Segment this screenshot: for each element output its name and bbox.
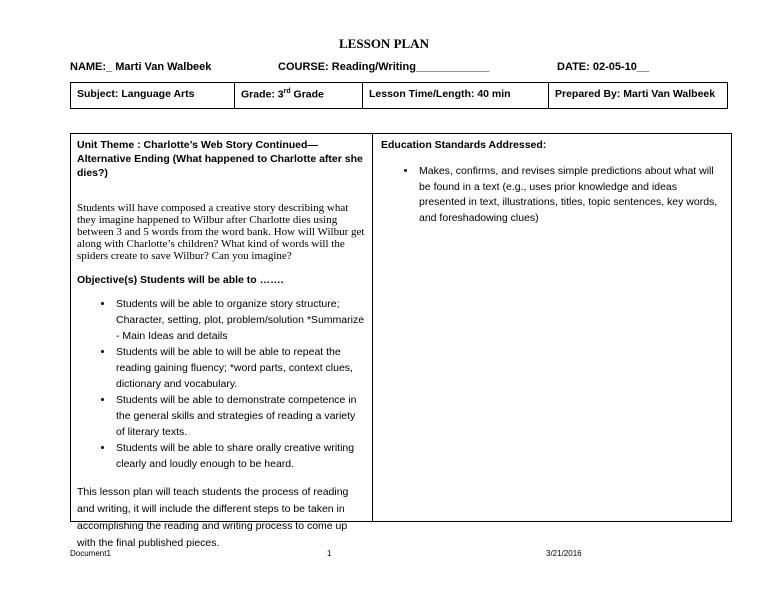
footer-date: 3/21/2016: [546, 549, 582, 558]
footer-page-number: 1: [327, 549, 332, 558]
closing-paragraph: This lesson plan will teach students the process of reading and writing, it will include the different steps to be taken in accomplishing the reading and writing process to come up with the final published pieces.: [77, 486, 349, 549]
info-row: [70, 82, 728, 109]
course-field: COURSE: Reading/Writing____________: [278, 61, 490, 73]
unit-theme: Unit Theme : Charlotte’s Web Story Continued—Alternative Ending (What happened to Charlotte after she dies?): [77, 139, 363, 179]
grade-suffix: Grade: [290, 88, 324, 101]
unit-description: Students will have composed a creative story describing what they imagine happened to Wilbur after Charlotte dies using between 3 and 5 words from the word bank. How will Wilbur get along with Charlotte’s children? What kind of words will the spiders create to save Wilbur? Can you imagine?: [77, 202, 365, 262]
lesson-time-cell: Lesson Time/Length: 40 min: [363, 83, 549, 108]
list-item: • Students will be able to demonstrate competence in the general skills and strategies of reading a variety of literary texts.: [114, 392, 366, 440]
objectives-heading: Objective(s) Students will be able to …….: [77, 274, 284, 286]
grade-superscript: rd: [283, 88, 291, 95]
list-item: • Students will be able to will be able to repeat the reading gaining fluency; *word parts, context clues, dictionary and vocabulary.: [114, 344, 366, 392]
list-item: • Makes, confirms, and revises simple predictions about what will be found in a text (e.g., uses prior knowledge and ideas presented in text, illustrations, titles, topic sentences, key words, and foreshadowing clues): [417, 164, 723, 226]
list-item: • Students will be able to share orally creative writing clearly and loudly enough to be heard.: [114, 440, 366, 472]
list-item: • Students will be able to organize story structure; Character, setting, plot, problem/solution *Summarize - Main Ideas and details: [114, 296, 366, 344]
date-field: DATE: 02-05-10__: [557, 61, 650, 73]
prepared-by-cell: Prepared By: Marti Van Walbeek: [555, 88, 716, 100]
subject-cell: Subject: Language Arts: [71, 83, 235, 108]
left-column: [71, 134, 373, 549]
name-field: NAME:_ Marti Van Walbeek: [70, 61, 212, 73]
objectives-list: [77, 296, 366, 472]
grade-prefix: Grade: 3: [241, 88, 284, 101]
standards-list: [381, 164, 723, 226]
grade-cell: [235, 83, 363, 108]
standards-heading: Education Standards Addressed:: [381, 139, 547, 151]
right-column: [373, 134, 731, 521]
page-title: LESSON PLAN: [339, 36, 429, 51]
footer-doc-name: Document1: [70, 549, 111, 558]
lesson-body: [70, 133, 732, 549]
